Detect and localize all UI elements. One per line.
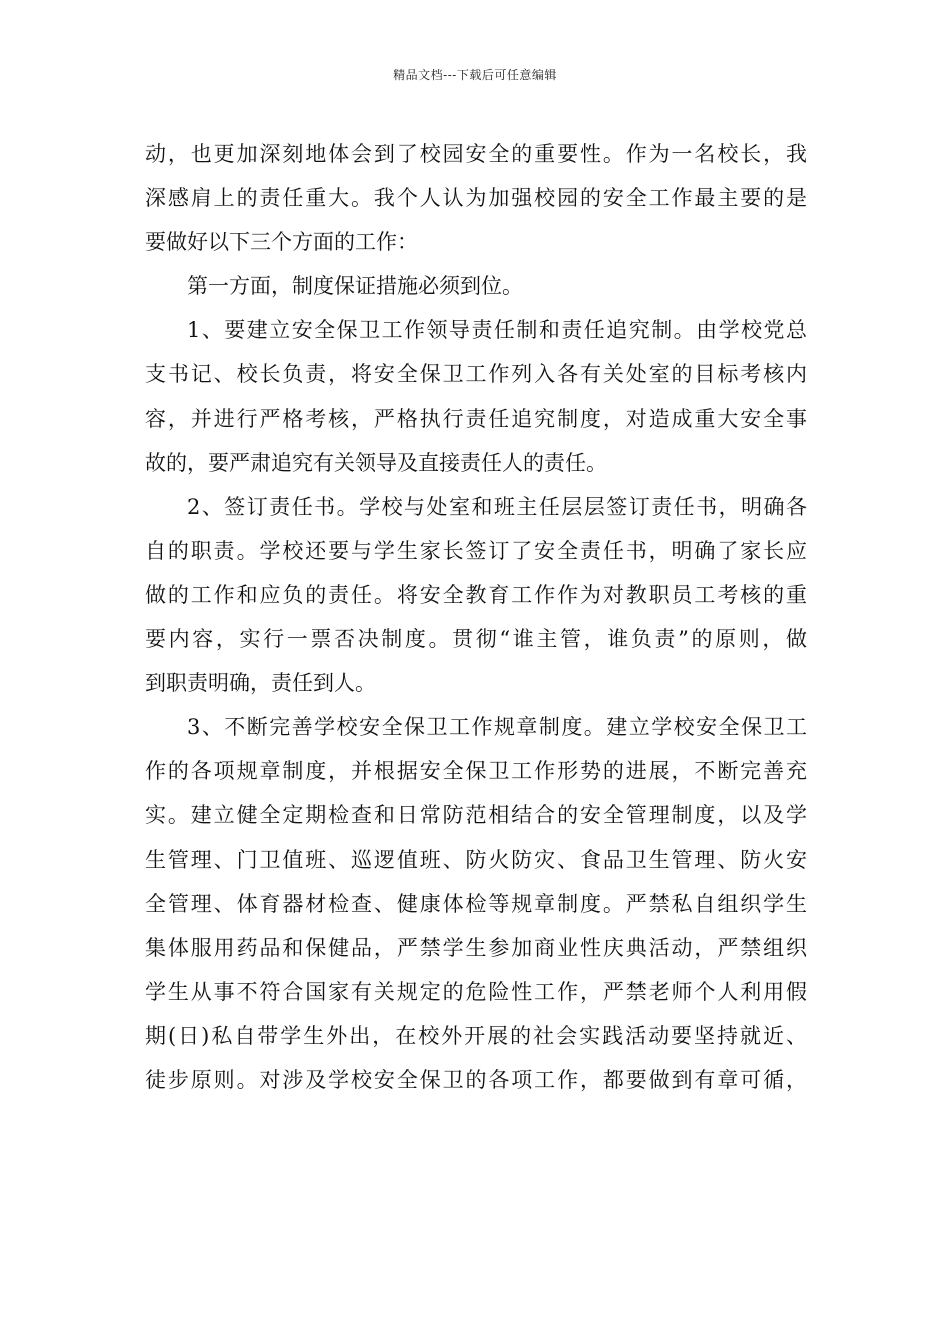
paragraph-line: 故的，要严肃追究有关领导及直接责任人的责任。 bbox=[145, 450, 607, 475]
paragraph-line: 生管理、门卫值班、巡逻值班、防火防灾、食品卫生管理、防火安 bbox=[145, 847, 807, 872]
paragraph-line: 实。建立健全定期检查和日常防范相结合的安全管理制度，以及学 bbox=[145, 803, 807, 828]
paragraph-first-line: 第一方面，制度保证措施必须到位。 bbox=[187, 274, 523, 299]
document-body bbox=[145, 132, 807, 1102]
paragraph-line: 支书记、校长负责，将安全保卫工作列入各有关处室的目标考核内 bbox=[145, 362, 807, 387]
paragraph-line: 期(日)私自带学生外出，在校外开展的社会实践活动要坚持就近、 bbox=[145, 1023, 807, 1048]
paragraph-first-line: 1、要建立安全保卫工作领导责任制和责任追究制。由学校党总 bbox=[187, 318, 807, 343]
paragraph-first-line: 3、不断完善学校安全保卫工作规章制度。建立学校安全保卫工 bbox=[187, 715, 807, 740]
paragraph-line: 容，并进行严格考核，严格执行责任追究制度，对造成重大安全事 bbox=[145, 406, 807, 431]
paragraph-line: 学生从事不符合国家有关规定的危险性工作，严禁老师个人利用假 bbox=[145, 979, 807, 1004]
paragraph-line: 全管理、体育器材检查、健康体检等规章制度。严禁私自组织学生 bbox=[145, 891, 807, 916]
paragraph-first-line: 2、签订责任书。学校与处室和班主任层层签订责任书，明确各 bbox=[187, 494, 807, 519]
paragraph-line: 要做好以下三个方面的工作： bbox=[145, 230, 418, 255]
paragraph-line: 到职责明确，责任到人。 bbox=[145, 671, 376, 696]
paragraph-line: 动，也更加深刻地体会到了校园安全的重要性。作为一名校长，我 bbox=[145, 142, 807, 166]
paragraph-line: 要内容，实行一票否决制度。贯彻“谁主管，谁负责”的原则，做 bbox=[145, 627, 807, 652]
paragraph-line: 徒步原则。对涉及学校安全保卫的各项工作，都要做到有章可循， bbox=[145, 1067, 807, 1092]
paragraph-line: 集体服用药品和保健品，严禁学生参加商业性庆典活动，严禁组织 bbox=[145, 935, 807, 960]
page-header: 精品文档---下载后可任意编辑 bbox=[393, 68, 557, 82]
paragraph-line: 作的各项规章制度，并根据安全保卫工作形势的进展，不断完善充 bbox=[145, 759, 807, 784]
paragraph-line: 深感肩上的责任重大。我个人认为加强校园的安全工作最主要的是 bbox=[145, 186, 807, 211]
paragraph-line: 做的工作和应负的责任。将安全教育工作作为对教职员工考核的重 bbox=[145, 582, 807, 607]
paragraph-line: 自的职责。学校还要与学生家长签订了安全责任书，明确了家长应 bbox=[145, 538, 807, 563]
